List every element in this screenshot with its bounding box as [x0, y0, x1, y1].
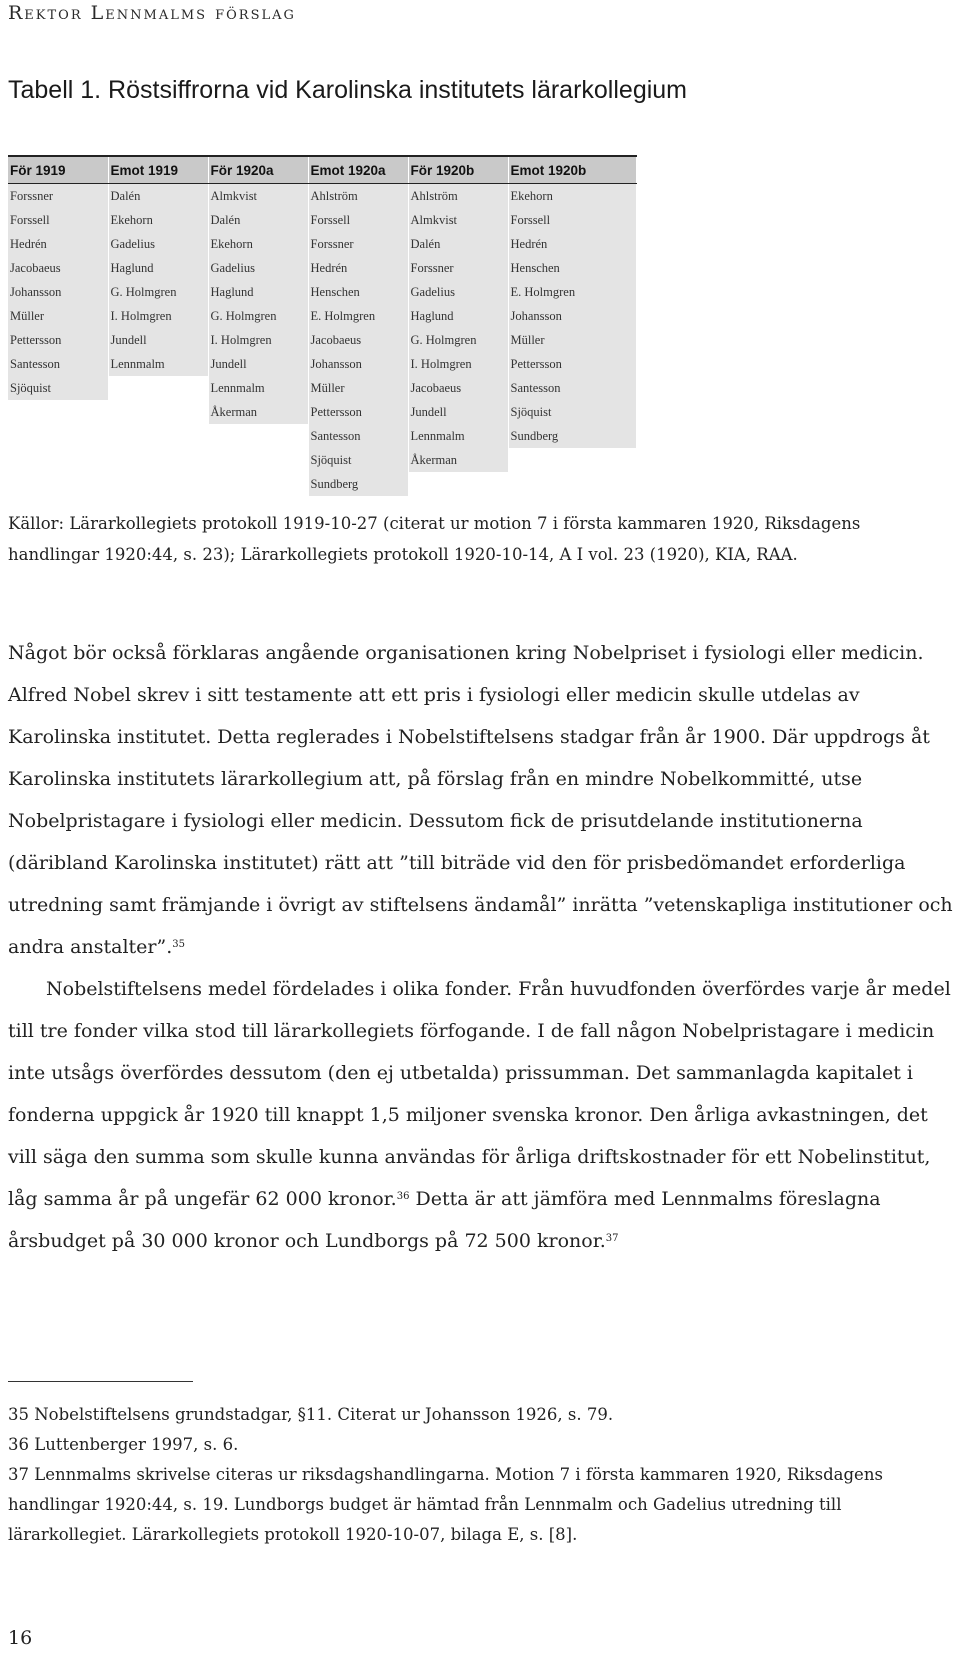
footnote-37: 37 Lennmalms skrivelse citeras ur riksdagshandlingarna. Motion 7 i första kammaren 1920, Riksdagens handlingar 1920:44, s. 19. Lundborgs budget är hämtad från Lennmalm och Gadelius utredning till lärarkollegiet. Lärarkollegiets protokoll 1920-10-07, bilaga E, s. [8].: [8, 1465, 883, 1544]
table-row: [8, 256, 636, 280]
table-cell: Forssell: [508, 208, 636, 232]
header-row: [8, 156, 636, 184]
table-cell: Müller: [8, 304, 108, 328]
table-cell: Müller: [508, 328, 636, 352]
table-cell: Jacobaeus: [408, 376, 508, 400]
table-cell: [508, 448, 636, 472]
table-cell: Ahlström: [408, 184, 508, 209]
table-cell: [408, 472, 508, 496]
table-cell: [108, 400, 208, 424]
table-cell: Ekehorn: [108, 208, 208, 232]
table-cell: I. Holmgren: [208, 328, 308, 352]
table-cell: Almkvist: [408, 208, 508, 232]
footnote-divider: [8, 1381, 193, 1382]
table-cell: Johansson: [508, 304, 636, 328]
table-cell: Forssell: [308, 208, 408, 232]
table-sources: Källor: Lärarkollegiets protokoll 1919-10-27 (citerat ur motion 7 i första kammaren 1920, Riksdagens handlingar 1920:44, s. 23); Lärarkollegiets protokoll 1920-10-14, A I vol. 23 (1920), KIA, RAA.: [8, 514, 861, 564]
paragraph-2-text-a: Nobelstiftelsens medel fördelades i olika fonder. Från huvudfonden överfördes varje år medel till tre fonder vilka stod till lärarkollegiets förfogande. I de fall någon Nobelpristagare i medicin inte utsågs överfördes dessutom (den ej utbetalda) prissumman. Det sammanlagda kapitalet i fonderna uppgick år 1920 till knappt 1,5 miljoner svenska kronor. Den årliga avkastningen, det vill säga den summa som skulle kunna användas för årliga driftskostnader för ett Nobelinstitut, låg samma år på ungefär 62 000 kronor.: [8, 978, 951, 1210]
paragraph-2: [8, 968, 953, 1262]
votes-table-header: [8, 156, 636, 184]
table-cell: Sjöquist: [508, 400, 636, 424]
table-cell: Pettersson: [508, 352, 636, 376]
table-cell: G. Holmgren: [208, 304, 308, 328]
table-cell: [508, 472, 636, 496]
table-cell: [8, 472, 108, 496]
table-cell: Ekehorn: [508, 184, 636, 209]
table-cell: Gadelius: [108, 232, 208, 256]
table-cell: Åkerman: [208, 400, 308, 424]
footnote-35: 35 Nobelstiftelsens grundstadgar, §11. Citerat ur Johansson 1926, s. 79.: [8, 1405, 614, 1424]
paragraph-1-text: Något bör också förklaras angående organisationen kring Nobelpriset i fysiologi eller medicin. Alfred Nobel skrev i sitt testamente att ett pris i fysiologi eller medicin skulle utdelas av Karolinska institutet. Detta reglerades i Nobelstiftelsens stadgar från år 1900. Där uppdrogs åt Karolinska institutets lärarkollegium att, på förslag från en mindre Nobelkommitté, utse Nobelpristagare i fysiologi eller medicin. Dessutom fick de prisutdelande institutionerna (däribland Karolinska institutet) rätt att ”till biträde vid den för prisbedömandet erforderliga utredning samt främjande i övrigt av stiftelsens ändamål” inrätta ”vetenskapliga institutioner och andra anstalter”.: [8, 642, 953, 958]
table-cell: E. Holmgren: [508, 280, 636, 304]
table-row: [8, 280, 636, 304]
table-row: [8, 448, 636, 472]
column-header: För 1920a: [208, 156, 308, 184]
column-header: För 1919: [8, 156, 108, 184]
table-row: [8, 328, 636, 352]
table-cell: Jacobaeus: [8, 256, 108, 280]
footnotes: [8, 1400, 953, 1550]
page-number: 16: [8, 1627, 33, 1649]
table-cell: [108, 472, 208, 496]
table-cell: Hedrén: [308, 256, 408, 280]
table-cell: Gadelius: [208, 256, 308, 280]
table-cell: [108, 424, 208, 448]
table-row: [8, 424, 636, 448]
table-cell: Pettersson: [8, 328, 108, 352]
table-cell: Haglund: [208, 280, 308, 304]
paragraph-1: [8, 632, 953, 968]
table-row: [8, 208, 636, 232]
table-cell: Forssner: [8, 184, 108, 209]
table-cell: Sjöquist: [8, 376, 108, 400]
paragraph-2-text-b: Detta är att jämföra med Lennmalms föreslagna årsbudget på 30 000 kronor och Lundborgs på 72 500 kronor.: [8, 1188, 881, 1252]
footnote-ref-37: 37: [605, 1233, 619, 1244]
table-row: [8, 400, 636, 424]
footnote-ref-35: 35: [172, 939, 185, 950]
table-cell: Sundberg: [508, 424, 636, 448]
table-cell: Forssner: [408, 256, 508, 280]
table-cell: Lennmalm: [408, 424, 508, 448]
table-cell: Gadelius: [408, 280, 508, 304]
table-cell: E. Holmgren: [308, 304, 408, 328]
table-cell: Lennmalm: [208, 376, 308, 400]
table-cell: Jundell: [108, 328, 208, 352]
table-row: [8, 304, 636, 328]
column-header: Emot 1920a: [308, 156, 408, 184]
table-cell: G. Holmgren: [408, 328, 508, 352]
table-cell: Hedrén: [508, 232, 636, 256]
table-cell: Jundell: [208, 352, 308, 376]
body-text: [8, 632, 953, 1262]
table-cell: Lennmalm: [108, 352, 208, 376]
table-cell: Jundell: [408, 400, 508, 424]
table-cell: Santesson: [508, 376, 636, 400]
table-cell: Dalén: [108, 184, 208, 209]
table-cell: [8, 448, 108, 472]
table-row: [8, 376, 636, 400]
running-head: Rektor Lennmalms förslag: [8, 2, 296, 24]
table-cell: Müller: [308, 376, 408, 400]
table-row: [8, 232, 636, 256]
table-cell: [208, 424, 308, 448]
table-cell: [8, 400, 108, 424]
table-cell: I. Holmgren: [108, 304, 208, 328]
column-header: Emot 1919: [108, 156, 208, 184]
column-header: För 1920b: [408, 156, 508, 184]
table-cell: [208, 448, 308, 472]
table-cell: Ekehorn: [208, 232, 308, 256]
table-row: [8, 352, 636, 376]
table-cell: Santesson: [8, 352, 108, 376]
footnote-ref-36: 36: [396, 1191, 410, 1202]
table-cell: Åkerman: [408, 448, 508, 472]
table-cell: [108, 448, 208, 472]
table-cell: G. Holmgren: [108, 280, 208, 304]
table-cell: Henschen: [308, 280, 408, 304]
table-cell: I. Holmgren: [408, 352, 508, 376]
table-cell: [8, 424, 108, 448]
table-row: [8, 472, 636, 496]
footnote-36: 36 Luttenberger 1997, s. 6.: [8, 1435, 239, 1454]
table-cell: [208, 472, 308, 496]
table-cell: Almkvist: [208, 184, 308, 209]
table-cell: Sundberg: [308, 472, 408, 496]
table-cell: Haglund: [108, 256, 208, 280]
table-cell: Pettersson: [308, 400, 408, 424]
table-cell: Dalén: [408, 232, 508, 256]
table-cell: Ahlström: [308, 184, 408, 209]
table-cell: Johansson: [308, 352, 408, 376]
table-title: Tabell 1. Röstsiffrorna vid Karolinska institutets lärarkollegium: [8, 76, 688, 104]
table-cell: Haglund: [408, 304, 508, 328]
table-cell: Dalén: [208, 208, 308, 232]
table-cell: Henschen: [508, 256, 636, 280]
table-cell: Santesson: [308, 424, 408, 448]
table-cell: Hedrén: [8, 232, 108, 256]
table-cell: Jacobaeus: [308, 328, 408, 352]
table-cell: Johansson: [8, 280, 108, 304]
table-cell: Forssell: [8, 208, 108, 232]
votes-table: [8, 155, 637, 496]
votes-table-body: [8, 184, 636, 497]
column-header: Emot 1920b: [508, 156, 636, 184]
table-cell: Forssner: [308, 232, 408, 256]
table-cell: Sjöquist: [308, 448, 408, 472]
table-row: [8, 184, 636, 209]
table-cell: [108, 376, 208, 400]
